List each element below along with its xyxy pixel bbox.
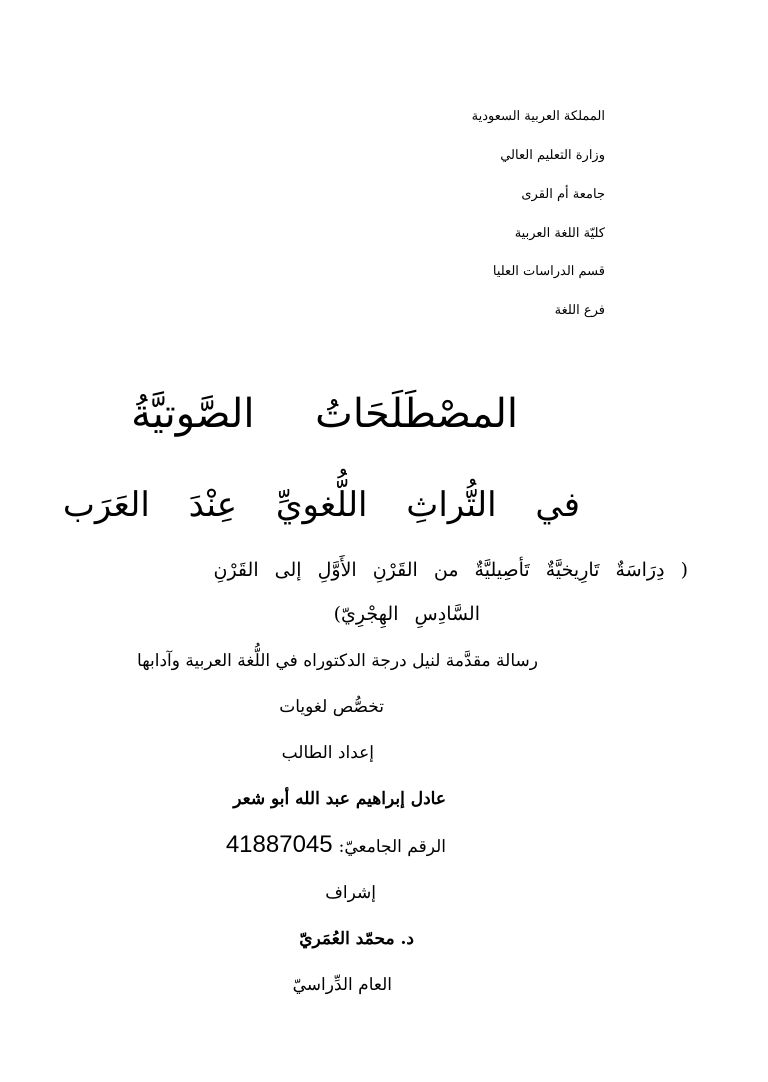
department-line: قسم الدراسات العليا <box>492 264 605 279</box>
college-line: كليّة اللغة العربية <box>514 226 605 241</box>
supervisor-name: د. محمّد العُمَريّ <box>299 929 414 949</box>
study-description-line-1: ( دِرَاسَةٌ تَارِيخيَّةٌ تَأصِيليَّةٌ من القَرْنِ الأَوَّلِ إلى القَرْنِ <box>213 559 688 581</box>
student-name: عادل إبراهيم عبد الله أبو شعر <box>233 789 446 809</box>
sub-title: في التُّراثِ اللُّغويِّ عِنْدَ العَرَب <box>62 485 580 525</box>
university-line: جامعة أم القرى <box>521 187 605 202</box>
student-id-number: 41887045 <box>225 831 333 858</box>
thesis-purpose: رسالة مقدَّمة لنيل درجة الدكتوراه في اللُّغة العربية وآدابها <box>137 651 538 671</box>
branch-line: فرع اللغة <box>554 303 605 318</box>
student-id-label: الرقم الجامعيّ: <box>338 837 446 857</box>
supervision-label: إشراف <box>325 883 376 903</box>
specialization: تخصُّص لغويات <box>279 697 384 717</box>
main-title: المصْطَلَحَاتُ الصَّوتيَّةُ <box>131 391 518 437</box>
study-description-line-2: السَّادِسِ الهِجْرِيّ) <box>333 603 480 625</box>
kingdom-line: المملكة العربية السعودية <box>471 109 605 124</box>
academic-year-label: العام الدِّراسيّ <box>292 975 392 995</box>
ministry-line: وزارة التعليم العالي <box>500 148 605 163</box>
student-id-row <box>226 832 446 860</box>
prepared-by-label: إعداد الطالب <box>281 743 374 763</box>
